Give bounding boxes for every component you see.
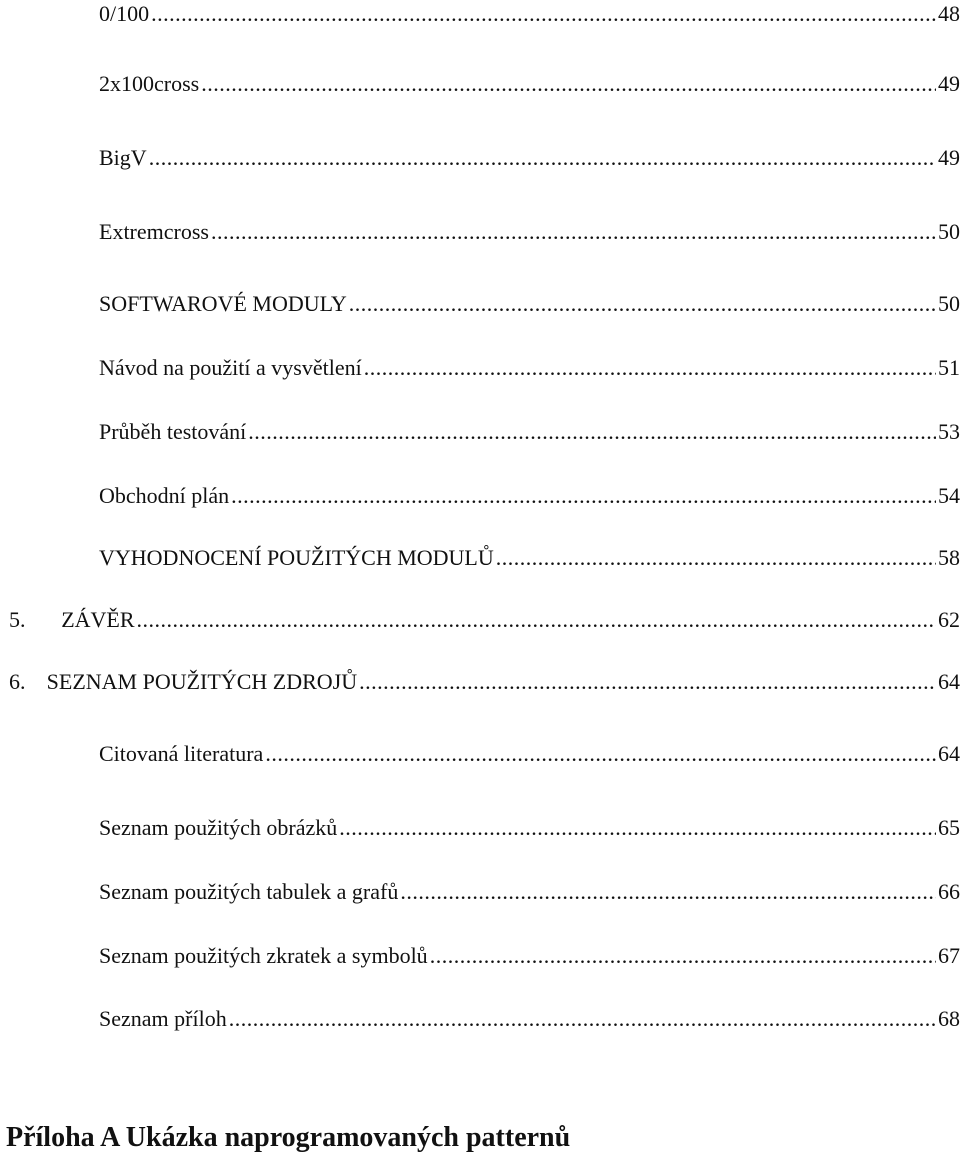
toc-entry[interactable] [0, 877, 960, 907]
toc-dot-leader [339, 813, 936, 843]
toc-entry-title: 0/100 [99, 1, 150, 26]
toc-entry-title: 2x100cross [99, 71, 200, 96]
toc-entry[interactable] [0, 543, 960, 573]
toc-entry-page: 49 [938, 71, 960, 96]
toc-entry-page: 51 [938, 355, 960, 380]
toc-entry[interactable] [0, 1004, 960, 1034]
toc-dot-leader [496, 543, 936, 573]
toc-entry[interactable] [0, 941, 960, 971]
toc-entry-page: 62 [938, 607, 960, 632]
toc-entry-title: Průběh testování [99, 419, 247, 444]
toc-entry-title: Seznam příloh [99, 1006, 227, 1031]
toc-entry-page: 65 [938, 815, 960, 840]
toc-entry-title: BigV [99, 145, 147, 170]
toc-entry-page: 48 [938, 1, 960, 26]
toc-entry-title: Seznam použitých obrázků [99, 815, 338, 840]
toc-dot-leader [211, 217, 936, 247]
toc-entry-page: 53 [938, 419, 960, 444]
toc-entry-page: 64 [938, 669, 960, 694]
appendix-heading: Příloha A Ukázka naprogramovaných patternů [6, 1122, 571, 1153]
toc-dot-leader [229, 1004, 936, 1034]
toc-entry-page: 54 [938, 483, 960, 508]
toc-entry-page: 67 [938, 943, 960, 968]
toc-entry-chapter[interactable] [0, 605, 960, 635]
toc-dot-leader [400, 877, 936, 907]
toc-entry-title: SEZNAM POUŽITÝCH ZDROJŮ [46, 669, 358, 694]
toc-dot-leader [149, 143, 936, 173]
toc-entry[interactable] [0, 69, 960, 99]
toc-dot-leader [430, 941, 936, 971]
toc-entry-title: Seznam použitých zkratek a symbolů [99, 943, 428, 968]
toc-entry[interactable] [0, 739, 960, 769]
toc-dot-leader [364, 353, 936, 383]
toc-entry-chapter[interactable] [0, 667, 960, 697]
toc-entry-title: VYHODNOCENÍ POUŽITÝCH MODULŮ [99, 545, 494, 570]
toc-entry[interactable] [0, 417, 960, 447]
toc-dot-leader [137, 605, 936, 635]
toc-entry-number: 6. [9, 669, 26, 694]
toc-dot-leader [265, 739, 936, 769]
toc-entry-title: Obchodní plán [99, 483, 230, 508]
toc-dot-leader [151, 0, 936, 29]
toc-dot-leader [248, 417, 936, 447]
toc-entry-page: 64 [938, 741, 960, 766]
toc-entry-title: ZÁVĚR [61, 607, 135, 632]
toc-entry[interactable] [0, 353, 960, 383]
toc-entry-title: Citovaná literatura [99, 741, 264, 766]
toc-entry-title: Návod na použití a vysvětlení [99, 355, 362, 380]
toc-entry-title: Extremcross [99, 219, 209, 244]
toc-entry-title: Seznam použitých tabulek a grafů [99, 879, 399, 904]
toc-entry-page: 50 [938, 219, 960, 244]
toc-entry[interactable] [0, 289, 960, 319]
toc-entry[interactable] [0, 0, 960, 29]
toc-entry-page: 49 [938, 145, 960, 170]
toc-entry[interactable] [0, 217, 960, 247]
toc-entry[interactable] [0, 481, 960, 511]
toc-dot-leader [231, 481, 936, 511]
toc-entry-page: 58 [938, 545, 960, 570]
toc-dot-leader [349, 289, 936, 319]
toc-entry[interactable] [0, 143, 960, 173]
toc-entry-number: 5. [9, 607, 26, 632]
toc-entry-title: SOFTWAROVÉ MODULY [99, 291, 347, 316]
toc-entry-page: 66 [938, 879, 960, 904]
toc-dot-leader [359, 667, 936, 697]
toc-entry[interactable] [0, 813, 960, 843]
toc-dot-leader [201, 69, 936, 99]
toc-entry-page: 68 [938, 1006, 960, 1031]
toc-entry-page: 50 [938, 291, 960, 316]
